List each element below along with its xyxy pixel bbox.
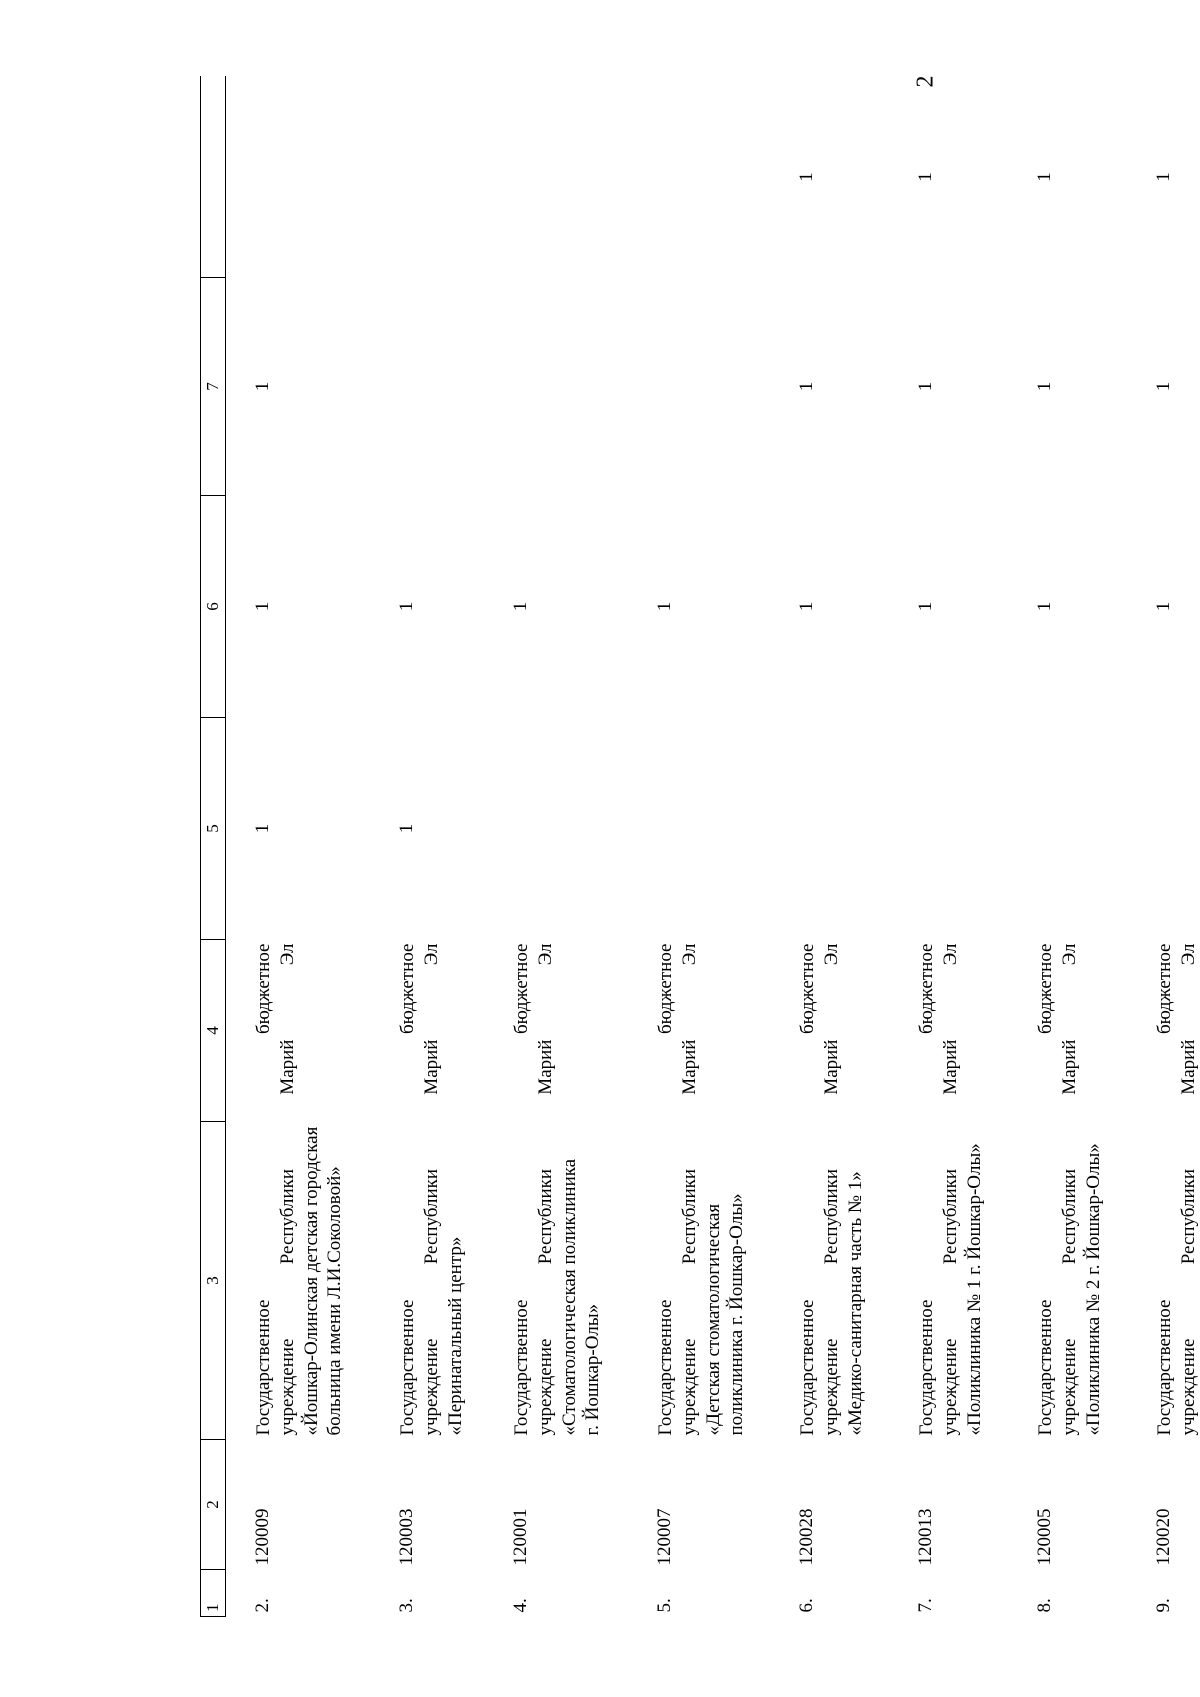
institution-name-line: Государственное бюджетное [1154,943,1175,1436]
institution-name-line: учреждение Республики Марий Эл [939,943,961,1436]
institutions-table [200,77,1200,1618]
value-col-4 [1127,718,1200,940]
table-row [628,77,770,1617]
table-row [770,77,889,1617]
value-col-6 [628,278,770,496]
rotated-page [200,77,1199,1617]
value-col-4 [889,718,1008,940]
institution-code: 120013 [915,1508,936,1566]
value-col-4 [628,718,770,940]
institution-code: 120001 [510,1508,531,1566]
institution-name [226,940,371,1440]
table-row [1008,77,1127,1617]
institution-name-line: г. Йошкар-Олы» [582,1303,604,1436]
header-cell-blank [201,77,226,278]
institution-name [1127,940,1200,1440]
value-col-4: 1 [396,823,417,834]
header-cell-4: 4 [201,940,226,1122]
value-col-6: 1 [915,381,936,392]
institution-name-line: «Детская стоматологическая [702,1203,724,1436]
institution-name-line: учреждение Республики Марий Эл [1177,943,1199,1436]
institution-code: 120020 [1153,1508,1174,1566]
institution-code: 120003 [396,1508,417,1566]
header-cell-5: 5 [201,718,226,940]
value-col-5: 1 [1153,601,1174,612]
institution-name-line: учреждение Республики Марий Эл [276,943,298,1436]
value-col-4: 1 [252,823,273,834]
value-col-7 [628,77,770,278]
row-number: 5. [654,1598,675,1613]
table-row [1127,77,1200,1617]
row-number: 3. [396,1598,417,1613]
row-number: 8. [1034,1598,1055,1613]
value-col-6 [370,278,484,496]
row-number: 7. [915,1598,936,1613]
table-row [370,77,484,1617]
page-number: 2 [912,75,939,88]
value-col-5: 1 [510,601,531,612]
institution-code: 120007 [654,1508,675,1566]
value-col-7 [484,77,628,278]
institution-name-line: Государственное бюджетное [655,943,676,1436]
institution-name [628,940,770,1440]
value-col-5: 1 [654,601,675,612]
institution-name-line: «Поликлиника № 1 г. Йошкар-Олы» [963,1143,985,1436]
institution-name [1008,940,1127,1440]
value-col-5: 1 [396,601,417,612]
institution-name-line: Государственное бюджетное [1035,943,1056,1436]
institution-name-line: «Стоматологическая поликлиника [558,1158,580,1436]
table-row [484,77,628,1617]
institution-name-line: учреждение Республики Марий Эл [534,943,556,1436]
institution-name [770,940,889,1440]
value-col-5: 1 [252,601,273,612]
value-col-6: 1 [1034,381,1055,392]
value-col-7: 1 [1153,172,1174,182]
institution-name-line: Государственное бюджетное [397,943,418,1436]
header-row [201,77,226,1617]
institution-code: 120009 [252,1508,273,1566]
value-col-6 [484,278,628,496]
value-col-4 [770,718,889,940]
row-number: 2. [252,1598,273,1613]
institution-name-line: «Перинатальный центр» [444,1236,466,1436]
value-col-5: 1 [1034,601,1055,612]
header-cell-1: 1 [201,1570,226,1617]
institution-name-line: учреждение Республики Марий Эл [1058,943,1080,1436]
institution-name-line: учреждение Республики Марий Эл [820,943,842,1436]
institution-code: 120005 [1034,1508,1055,1566]
header-cell-2: 2 [201,1440,226,1570]
institution-name-line: «Йошкар-Олинская детская городская [300,1126,322,1436]
value-col-5: 1 [796,601,817,612]
header-cell-7: 7 [201,278,226,496]
value-col-5: 1 [915,601,936,612]
value-col-6: 1 [252,381,273,392]
value-col-7 [226,77,371,278]
institution-name-line: «Медико-санитарная часть № 1» [844,1171,866,1436]
table-row [889,77,1008,1617]
institution-name-line: Государственное бюджетное [511,943,532,1436]
value-col-7 [370,77,484,278]
row-number: 9. [1153,1598,1174,1613]
row-number: 4. [510,1598,531,1613]
institution-name-line: учреждение Республики Марий Эл [420,943,442,1436]
table-body [226,77,1200,1617]
row-number: 6. [796,1598,817,1613]
institution-name [370,940,484,1440]
value-col-4 [484,718,628,940]
institution-name-line: Государственное бюджетное [916,943,937,1436]
institution-name [889,940,1008,1440]
value-col-7: 1 [915,172,936,182]
table-row [226,77,371,1617]
value-col-4 [1008,718,1127,940]
value-col-7: 1 [796,172,817,182]
value-col-6: 1 [796,381,817,392]
institution-name-line: «Поликлиника № 2 г. Йошкар-Олы» [1082,1143,1104,1436]
institution-name-line: больница имени Л.И.Соколовой» [324,1166,346,1436]
institution-name [484,940,628,1440]
institution-name-line: Государственное бюджетное [797,943,818,1436]
header-cell-3: 3 [201,1122,226,1440]
institution-name-line: Государственное бюджетное [253,943,274,1436]
value-col-6: 1 [1153,381,1174,392]
institution-name-line: поликлиника г. Йошкар-Олы» [726,1193,748,1436]
header-cell-6: 6 [201,496,226,718]
value-col-7: 1 [1034,172,1055,182]
institution-code: 120028 [796,1508,817,1566]
institution-name-line: учреждение Республики Марий Эл [678,943,700,1436]
